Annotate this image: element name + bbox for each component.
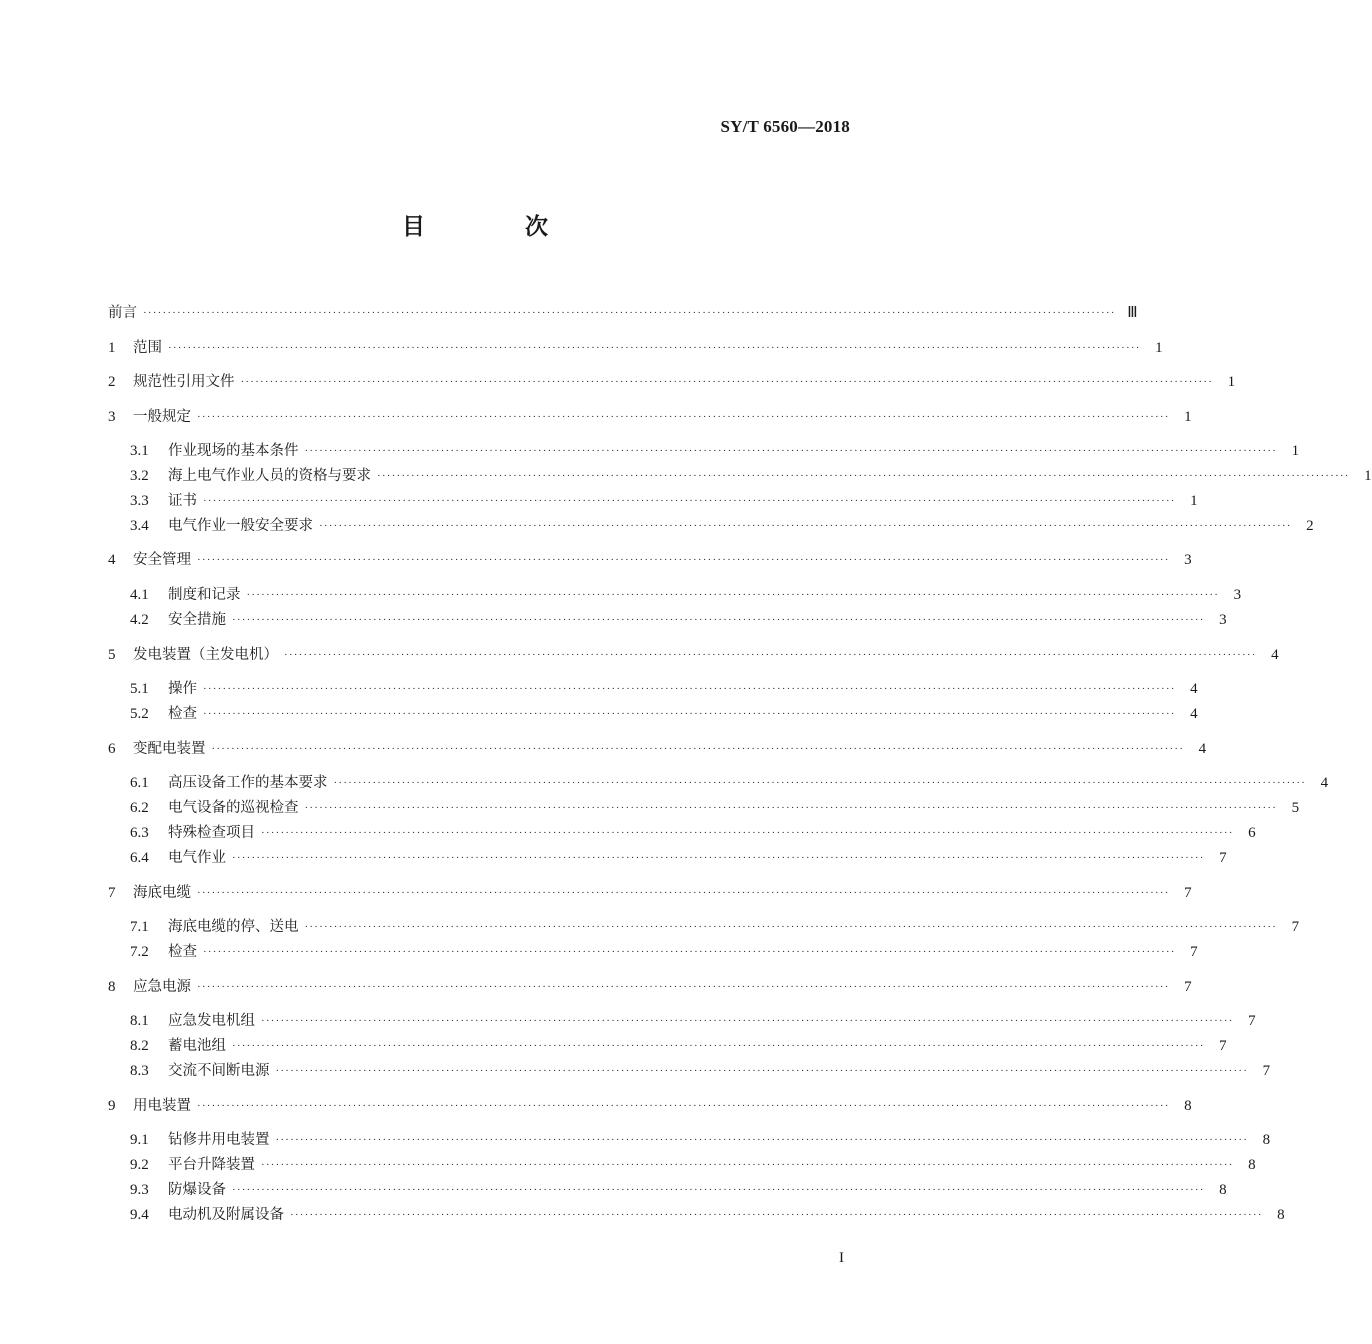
toc-entry[interactable]: [130, 465, 1372, 487]
toc-entry-number: 8.3: [130, 1063, 149, 1079]
toc-entry[interactable]: [108, 976, 1192, 998]
toc-dot-leader: ········································································································································································································: [197, 411, 1170, 423]
toc-entry-number: 6.3: [130, 825, 149, 841]
toc-entry-page: 8: [1219, 1182, 1227, 1198]
toc-entry[interactable]: [130, 772, 1329, 794]
toc-dot-leader: ········································································································································································································: [203, 495, 1176, 507]
toc-entry-page: 4: [1190, 706, 1198, 722]
toc-dot-leader: ········································································································································································································: [304, 921, 1278, 933]
toc-entry[interactable]: [130, 584, 1242, 606]
toc-entry[interactable]: [130, 1204, 1285, 1226]
toc-dot-leader: ········································································································································································································: [203, 946, 1176, 958]
toc-entry-label: 特殊检查项目: [168, 825, 255, 841]
toc-dot-leader: ········································································································································································································: [232, 852, 1205, 864]
toc-entry-number: 9.3: [130, 1182, 149, 1198]
toc-entry-number: 7.2: [130, 944, 149, 960]
toc-entry[interactable]: [130, 1010, 1256, 1032]
toc-entry-number: 4.1: [130, 587, 149, 603]
toc-entry-page: 7: [1184, 979, 1192, 995]
toc-entry-label: 用电装置: [133, 1098, 191, 1114]
toc-entry[interactable]: [130, 797, 1300, 819]
toc-entry-page: 8: [1277, 1207, 1285, 1223]
toc-dot-leader: ········································································································································································································: [261, 1159, 1234, 1171]
page-title: 目 次: [401, 214, 594, 240]
toc-entry[interactable]: [108, 882, 1192, 904]
toc-dot-leader: ········································································································································································································: [290, 1209, 1263, 1221]
toc-entry-number: 4.2: [130, 612, 149, 628]
toc-entry-number: 3.2: [130, 468, 149, 484]
toc-dot-leader: ········································································································································································································: [333, 777, 1307, 789]
toc-dot-leader: ········································································································································································································: [232, 1040, 1205, 1052]
toc-entry-label: 海底电缆: [133, 885, 191, 901]
toc-entry-page: 8: [1184, 1098, 1192, 1114]
toc-dot-leader: ········································································································································································································: [197, 554, 1170, 566]
toc-entry-label: 操作: [168, 681, 197, 697]
toc-entry-number: 3.1: [130, 443, 149, 459]
toc-entry-page: 3: [1219, 612, 1227, 628]
toc-entry[interactable]: [130, 1179, 1227, 1201]
toc-entry-label: 平台升降装置: [168, 1157, 255, 1173]
toc-entry[interactable]: [108, 1095, 1192, 1117]
toc-entry-page: 7: [1291, 919, 1300, 935]
toc-dot-leader: ········································································································································································································: [275, 1134, 1249, 1146]
toc-entry[interactable]: [130, 703, 1198, 725]
toc-entry-number: 8.2: [130, 1038, 149, 1054]
toc-entry[interactable]: [108, 644, 1279, 666]
toc-entry-page: 1: [1190, 493, 1198, 509]
toc-entry-label: 证书: [168, 493, 197, 509]
toc-entry-number: 1: [108, 340, 116, 356]
toc-entry[interactable]: [130, 678, 1198, 700]
toc-entry[interactable]: [130, 822, 1256, 844]
toc-entry-page: 8: [1248, 1157, 1256, 1173]
toc-dot-leader: ········································································································································································································: [143, 307, 1116, 319]
toc-dot-leader: ········································································································································································································: [203, 683, 1176, 695]
toc-entry-page: 8: [1262, 1132, 1271, 1148]
toc-entry-page: 4: [1190, 681, 1198, 697]
toc-dot-leader: ········································································································································································································: [240, 376, 1214, 388]
toc-entry[interactable]: [108, 549, 1192, 571]
toc-entry-number: 5.1: [130, 681, 149, 697]
toc-entry-page: 5: [1291, 800, 1300, 816]
toc-entry-label: 交流不间断电源: [168, 1063, 270, 1079]
toc-entry[interactable]: [130, 515, 1314, 537]
toc-entry-label: 电动机及附属设备: [168, 1207, 284, 1223]
toc-entry-page: 3: [1184, 552, 1192, 568]
toc-entry[interactable]: [108, 337, 1163, 359]
toc-entry-page: Ⅲ: [1127, 305, 1138, 321]
toc-entry-page: 4: [1198, 741, 1207, 757]
toc-entry-number: 7.1: [130, 919, 149, 935]
toc-dot-leader: ········································································································································································································: [284, 649, 1257, 661]
toc-entry-page: 7: [1184, 885, 1192, 901]
toc-dot-leader: ········································································································································································································: [197, 981, 1170, 993]
toc-entry-number: 9: [108, 1098, 116, 1114]
toc-entry-page: 7: [1262, 1063, 1271, 1079]
toc-entry-label: 规范性引用文件: [133, 374, 235, 390]
toc-entry-label: 作业现场的基本条件: [168, 443, 299, 459]
toc-entry-label: 发电装置（主发电机）: [133, 647, 278, 663]
toc-dot-leader: ········································································································································································································: [304, 445, 1278, 457]
toc-dot-leader: ········································································································································································································: [261, 827, 1234, 839]
toc-entry-label: 检查: [168, 944, 197, 960]
toc-entry-label: 防爆设备: [168, 1182, 226, 1198]
toc-entry-page: 1: [1184, 409, 1192, 425]
toc-dot-leader: ········································································································································································································: [246, 589, 1220, 601]
toc-entry-number: 6.1: [130, 775, 149, 791]
toc-entry-number: 5: [108, 647, 116, 663]
toc-entry-page: 7: [1248, 1013, 1256, 1029]
toc-entry-number: 9.4: [130, 1207, 149, 1223]
toc-dot-leader: ········································································································································································································: [232, 614, 1205, 626]
toc-entry-number: 8: [108, 979, 116, 995]
toc-entry-label: 制度和记录: [168, 587, 241, 603]
toc-entry[interactable]: [130, 1154, 1256, 1176]
toc-dot-leader: ········································································································································································································: [232, 1184, 1205, 1196]
toc-entry-label: 海上电气作业人员的资格与要求: [168, 468, 371, 484]
toc-entry-number: 9.2: [130, 1157, 149, 1173]
toc-entry[interactable]: [108, 302, 1138, 324]
toc-entry[interactable]: [108, 371, 1236, 393]
toc-entry[interactable]: [130, 609, 1227, 631]
toc-entry-label: 一般规定: [133, 409, 191, 425]
toc-dot-leader: ········································································································································································································: [197, 1100, 1170, 1112]
toc-entry-page: 1: [1364, 468, 1372, 484]
toc-entry-page: 7: [1190, 944, 1198, 960]
toc-entry-number: 4: [108, 552, 116, 568]
toc-dot-leader: ········································································································································································································: [197, 887, 1170, 899]
toc-entry[interactable]: [130, 1035, 1227, 1057]
toc-entry-number: 2: [108, 374, 116, 390]
toc-entry-label: 范围: [133, 340, 162, 356]
toc-entry[interactable]: [130, 1060, 1271, 1082]
toc-entry[interactable]: [130, 490, 1198, 512]
toc-entry-number: 7: [108, 885, 116, 901]
toc-entry[interactable]: [130, 440, 1300, 462]
toc-dot-leader: ········································································································································································································: [275, 1065, 1249, 1077]
toc-entry-label: 电气作业: [168, 850, 226, 866]
toc-dot-leader: ········································································································································································································: [261, 1015, 1234, 1027]
toc-entry[interactable]: [130, 1129, 1271, 1151]
toc-entry-page: 7: [1219, 850, 1227, 866]
toc-dot-leader: ········································································································································································································: [211, 743, 1185, 755]
toc-entry-number: 8.1: [130, 1013, 149, 1029]
toc-entry-page: 1: [1155, 340, 1163, 356]
toc-entry-label: 钻修井用电装置: [168, 1132, 270, 1148]
toc-dot-leader: ········································································································································································································: [304, 802, 1278, 814]
toc-entry-label: 电气设备的巡视检查: [168, 800, 299, 816]
footer-page-number: I: [839, 1250, 844, 1266]
toc-entry-label: 安全管理: [133, 552, 191, 568]
toc-entry-page: 6: [1248, 825, 1256, 841]
toc-entry-label: 蓄电池组: [168, 1038, 226, 1054]
toc-entry[interactable]: [108, 406, 1192, 428]
toc-dot-leader: ········································································································································································································: [377, 470, 1350, 482]
toc-entry-label: 高压设备工作的基本要求: [168, 775, 328, 791]
toc-entry[interactable]: [108, 738, 1207, 760]
toc-entry-number: 3.4: [130, 518, 149, 534]
toc-entry-label: 变配电装置: [133, 741, 206, 757]
toc-dot-leader: ········································································································································································································: [168, 342, 1141, 354]
toc-entry-label: 应急发电机组: [168, 1013, 255, 1029]
toc-entry[interactable]: [130, 941, 1198, 963]
toc-entry-number: 9.1: [130, 1132, 149, 1148]
toc-entry[interactable]: [130, 847, 1227, 869]
toc-entry-label: 电气作业一般安全要求: [168, 518, 313, 534]
toc-entry-label: 应急电源: [133, 979, 191, 995]
toc-entry-number: 5.2: [130, 706, 149, 722]
toc-entry-page: 4: [1271, 647, 1279, 663]
toc-entry-page: 7: [1219, 1038, 1227, 1054]
toc-entry-page: 2: [1306, 518, 1314, 534]
toc-dot-leader: ········································································································································································································: [203, 708, 1176, 720]
toc-entry-number: 6.4: [130, 850, 149, 866]
toc-entry-page: 3: [1233, 587, 1242, 603]
standard-code: SY/T 6560—2018: [720, 117, 850, 136]
toc-entry-label: 检查: [168, 706, 197, 722]
toc-entry-number: 6.2: [130, 800, 149, 816]
toc-entry-number: 3: [108, 409, 116, 425]
toc-entry-number: 3.3: [130, 493, 149, 509]
toc-entry[interactable]: [130, 916, 1300, 938]
toc-entry-label: 安全措施: [168, 612, 226, 628]
toc-entry-label: 海底电缆的停、送电: [168, 919, 299, 935]
toc-entry-page: 4: [1320, 775, 1329, 791]
toc-entry-page: 1: [1291, 443, 1300, 459]
toc-entry-number: 6: [108, 741, 116, 757]
toc-entry-page: 1: [1227, 374, 1236, 390]
toc-dot-leader: ········································································································································································································: [319, 520, 1292, 532]
toc-entry-label: 前言: [108, 305, 137, 321]
